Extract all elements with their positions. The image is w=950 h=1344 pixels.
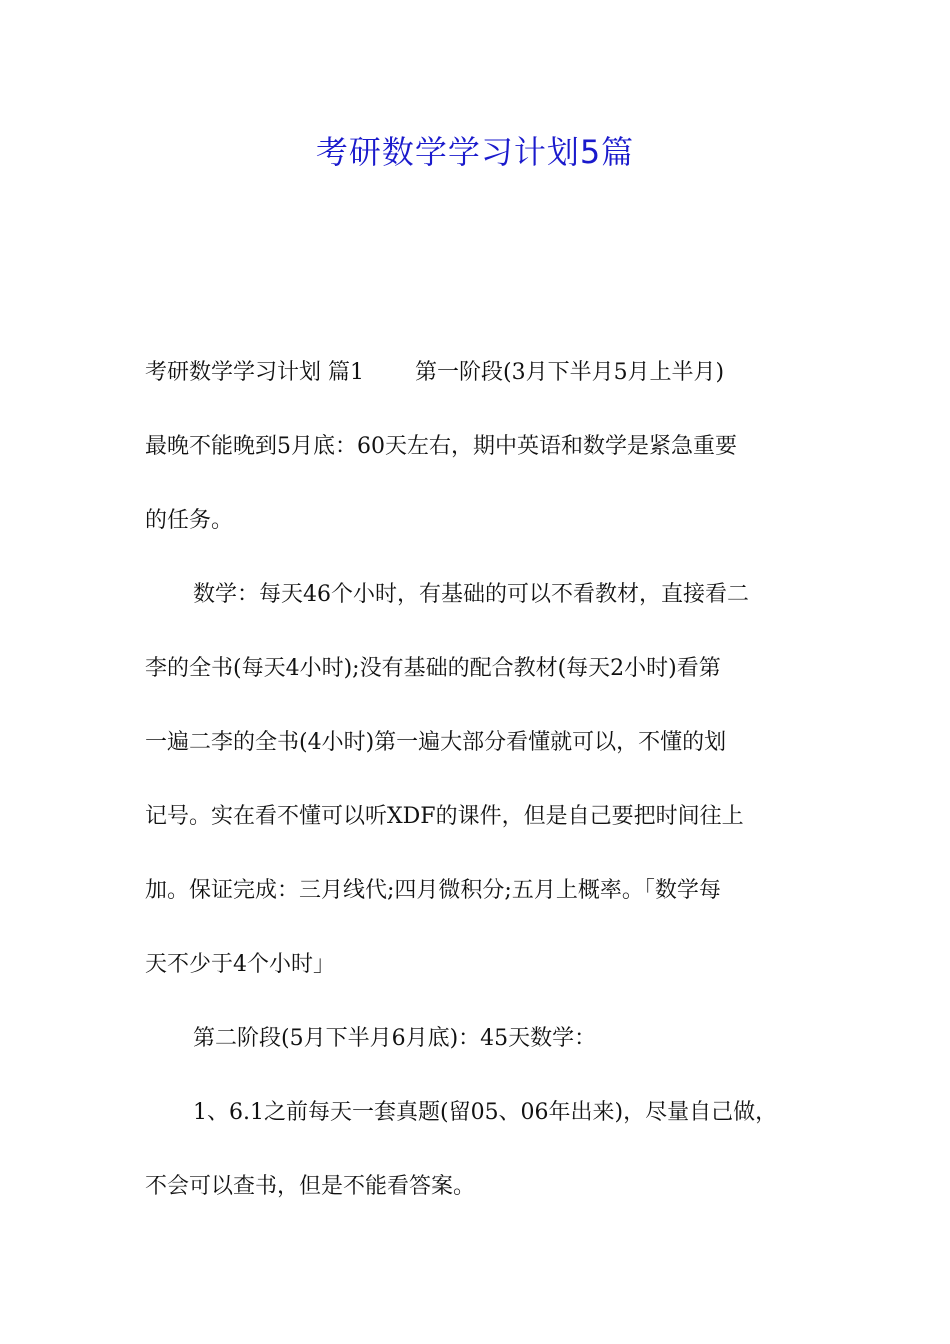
body-line: 李的全书(每天4小时);没有基础的配合教材(每天2小时)看第 (145, 656, 721, 681)
body-line: 记号。实在看不懂可以听XDF的课件，但是自己要把时间往上 (145, 804, 744, 829)
body-line: 不会可以查书，但是不能看答案。 (145, 1174, 476, 1199)
body-line: 加。保证完成：三月线代;四月微积分;五月上概率。「数学每 (145, 878, 721, 903)
body-line: 考研数学学习计划 篇1 第一阶段(3月下半月5月上半月) (145, 360, 725, 385)
body-line: 的任务。 (145, 508, 234, 533)
document-body (145, 336, 815, 1224)
body-line: 天不少于4个小时」 (145, 952, 335, 977)
body-line: 最晚不能晚到5月底：60天左右，期中英语和数学是紧急重要 (145, 434, 737, 459)
body-line: 数学：每天46个小时，有基础的可以不看教材，直接看二 (193, 582, 749, 607)
document-title: 考研数学学习计划5篇 (315, 133, 635, 171)
body-line: 一遍二李的全书(4小时)第一遍大部分看懂就可以，不懂的划 (145, 730, 727, 755)
body-line: 第二阶段(5月下半月6月底)：45天数学： (193, 1026, 597, 1051)
body-line: 1、6.1之前每天一套真题(留05、06年出来)，尽量自己做， (193, 1100, 778, 1125)
